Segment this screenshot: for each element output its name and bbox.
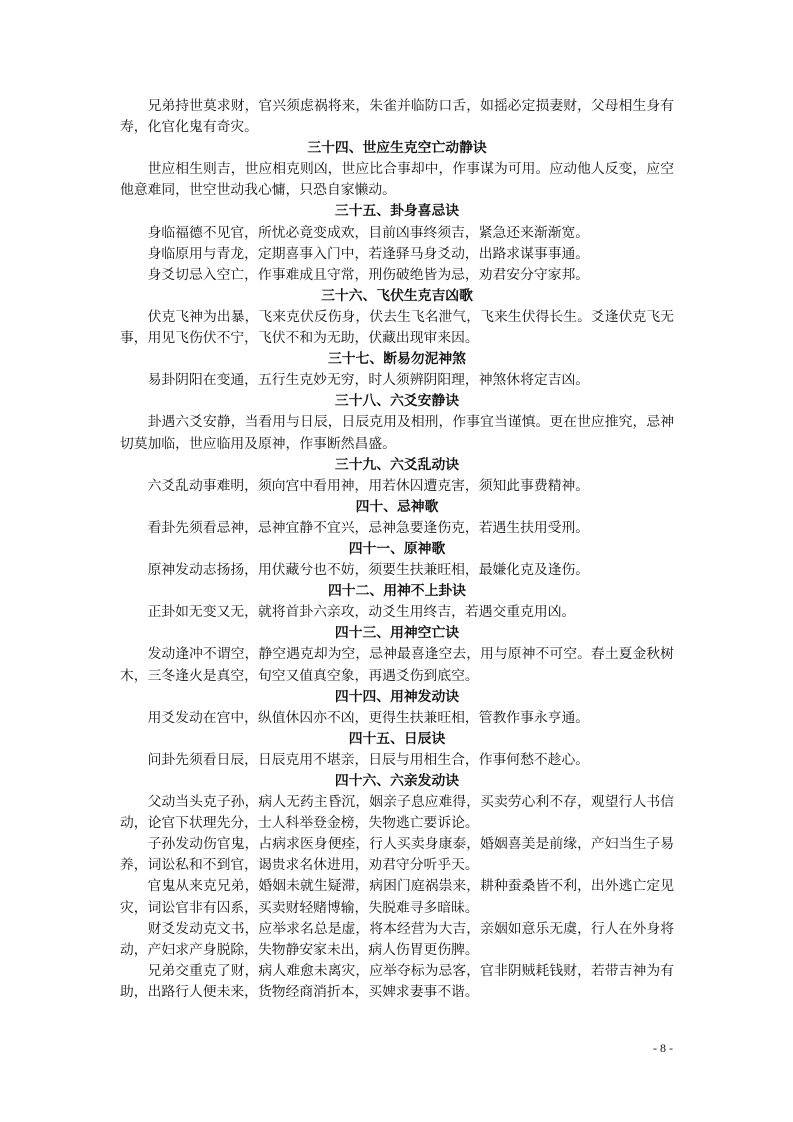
section-heading: 三十七、断易勿泥神煞 bbox=[328, 351, 466, 368]
paragraph: 官鬼从来克兄弟，婚姻未就生疑滞，病困门庭祸祟来，耕种蚕桑皆不利，出外逃亡定见灾，词讼官非有囚系，买卖财轻赌博输，失脱难寻多暗昧。 bbox=[120, 878, 674, 916]
section-heading: 四十一、原神歌 bbox=[348, 540, 446, 557]
document-body bbox=[120, 96, 674, 1003]
paragraph: 伏克飞神为出暴，飞来克伏反伤身，伏去生飞名泄气，飞来生伏得长生。爻逢伏克飞无事，用见飞伤伏不宁，飞伏不和为无助，伏藏出现审来因。 bbox=[120, 308, 674, 347]
section-heading: 四十四、用神发动诀 bbox=[334, 688, 460, 705]
section-heading: 三十九、六爻乱动诀 bbox=[334, 456, 460, 473]
paragraph: 卦遇六爻安静，当看用与日辰，日辰克用及相刑，作事宜当谨慎。更在世应推究，忌神切莫加临，世应临用及原神，作事断然昌盛。 bbox=[120, 414, 674, 452]
paragraph: 易卦阴阳在变通，五行生克妙无穷，时人须辨阴阳理，神煞休将定吉凶。 bbox=[147, 372, 590, 389]
paragraph: 正卦如无变又无，就将首卦六亲攻，动爻生用终吉，若遇交重克用凶。 bbox=[147, 604, 576, 621]
section-heading: 三十六、飞伏生克吉凶歌 bbox=[321, 287, 473, 304]
section-heading: 四十二、用神不上卦诀 bbox=[328, 583, 466, 600]
section-heading: 三十五、卦身喜忌诀 bbox=[334, 203, 460, 220]
page-number: - 8 - bbox=[653, 1041, 673, 1055]
paragraph: 身临福德不见官，所忧必竟变成欢，目前凶事终须吉，紧急还来渐渐宽。 bbox=[147, 224, 590, 241]
paragraph: 六爻乱动事难明，须向宫中看用神，用若休囚遭克害，须知此事费精神。 bbox=[147, 477, 590, 494]
paragraph: 兄弟持世莫求财，官兴须虑祸将来，朱雀并临防口舌，如摇必定损妻财，父母相生身有寿，化官化鬼有奇灾。 bbox=[120, 98, 674, 136]
section-heading: 四十五、日辰诀 bbox=[348, 730, 446, 747]
section-heading: 三十八、六爻安静诀 bbox=[334, 393, 460, 410]
paragraph: 问卦先须看日辰，日辰克用不堪亲，日辰与用相生合，作事何愁不趁心。 bbox=[147, 751, 590, 768]
paragraph: 财爻发动克文书，应举求名总是虚，将本经营为大吉，亲姻如意乐无虞，行人在外身将动，产妇求产身脱除，失物静安家未出，病人伤胃更伤脾。 bbox=[120, 920, 674, 958]
paragraph: 父动当头克子孙，病人无药主昏沉，姻亲子息应难得，买卖劳心利不存，观望行人书信动，论官下状理先分，士人科举登金榜，失物逃亡要诉论。 bbox=[120, 794, 674, 832]
paragraph: 身临原用与青龙，定期喜事入门中，若逢驿马身爻动，出路求谋事事通。 bbox=[147, 245, 590, 262]
paragraph: 原神发动志扬扬，用伏藏兮也不妨，须要生扶兼旺相，最嫌化克及逢伤。 bbox=[147, 562, 590, 579]
section-heading: 四十六、六亲发动诀 bbox=[334, 773, 460, 789]
paragraph: 看卦先须看忌神，忌神宜静不宜兴，忌神急要逢伤克，若遇生扶用受刑。 bbox=[147, 519, 590, 536]
section-heading: 四十、忌神歌 bbox=[355, 498, 439, 515]
section-heading: 四十三、用神空亡诀 bbox=[334, 625, 460, 642]
paragraph: 世应相生则吉，世应相克则凶，世应比合事却中，作事谋为可用。应动他人反变，应空他意难同，世空世动我心慵，只恐自家懒动。 bbox=[120, 161, 674, 199]
paragraph: 子孙发动伤官鬼，占病求医身便痊，行人买卖身康泰，婚姻喜美是前缘，产妇当生子易养，词讼私和不到官，谒贵求名休进用，劝君守分听乎天。 bbox=[120, 836, 674, 874]
paragraph: 用爻发动在宫中，纵值休囚亦不凶，更得生扶兼旺相，管教作事永亨通。 bbox=[147, 709, 590, 726]
section-heading: 三十四、世应生克空亡动静诀 bbox=[307, 140, 487, 157]
paragraph: 身爻切忌入空亡，作事难成且守常，刑伤破绝皆为忌，劝君安分守家邦。 bbox=[147, 266, 590, 283]
paragraph: 兄弟交重克了财，病人难愈未离灾，应举夺标为忌客，官非阴贼耗钱财，若带吉神为有助，出路行人便未来，货物经商消折本，买婢求妻事不谐。 bbox=[120, 962, 674, 1000]
paragraph: 发动逢冲不谓空，静空遇克却为空，忌神最喜逢空去，用与原神不可空。春土夏金秋树木，三冬逢火是真空，旬空又值真空象，再遇爻伤到底空。 bbox=[120, 646, 674, 684]
